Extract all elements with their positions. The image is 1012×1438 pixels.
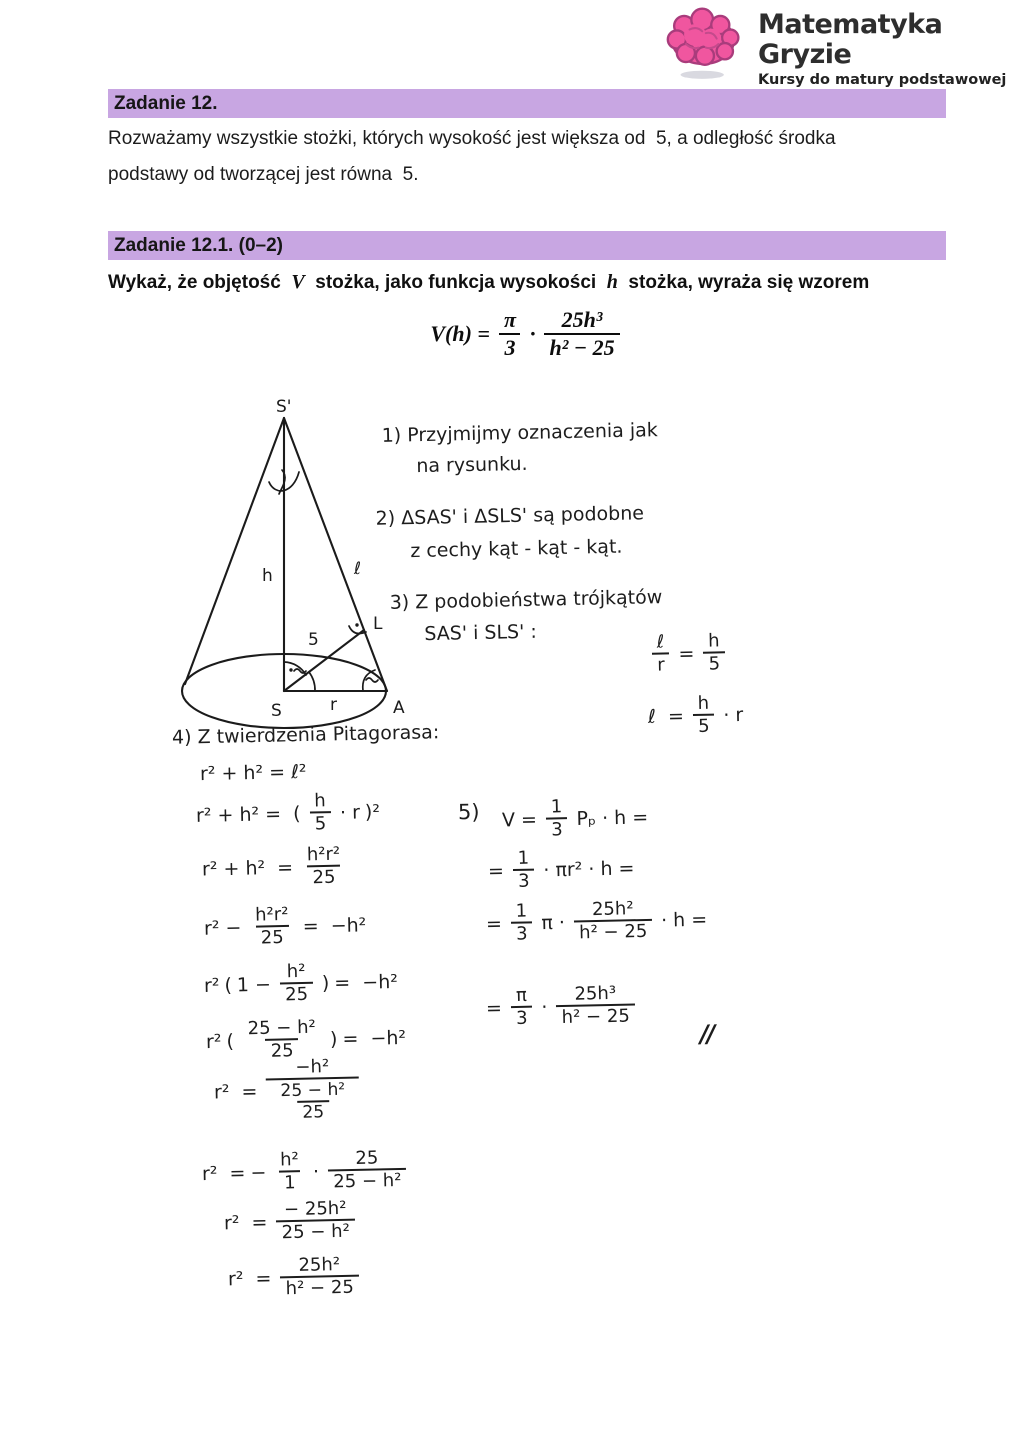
note-2-line1: 2) ΔSAS' i ΔSLS' są podobne [375,502,645,530]
label-apex-S-prime: S' [276,398,292,417]
prompt-var-h: h [606,271,618,293]
task12-text-line2: podstawy od tworzącej jest równa 5. [108,164,419,185]
note-2 [375,497,645,569]
label-height-h: h [262,566,273,586]
pythagoras-step-1: r² + h² = ℓ² [199,760,307,786]
pythagoras-step-2: r² + h² = ( $\frac{h}{5}$ · r )² [195,790,381,835]
similarity-proportion: $\frac{\text{ℓ}}{r}$ = $\frac{h}{5}$ [648,631,730,676]
qed-slashes: // [699,1019,714,1049]
pythagoras-step-4: r² − $\frac{\text{h²r²}}{25}$ = −h² [203,903,367,949]
note-1-line2: na rysunku. [416,452,528,478]
segment-S-L [284,630,364,691]
pythagoras-step-6: r² ( $\frac{\text{25 − h²}}{25}$ ) = −h² [205,1016,407,1062]
similarity-result: ℓ = $\frac{h}{5}$ · r [647,692,744,738]
cone-right-slant [284,418,387,691]
note-3-line2: SAS' i SLS' : [424,620,538,646]
volume-step-3: = $\frac{1}{3}$ π · $\frac{\text{25h²}}{\text{h² − 25}}$ · h = [485,898,708,945]
note-4 [172,721,440,749]
brain-icon [658,6,750,82]
pythagoras-step-3: r² + h² = $\frac{\text{h²r²}}{25}$ [201,843,341,889]
label-segment-5: 5 [308,630,319,650]
label-slant-l: ℓ [354,559,362,579]
cone-left-slant [185,418,284,684]
note-2-line2: z cechy kąt - kąt - kąt. [410,535,623,563]
prompt-text-1: Wykaż, że objętość [108,272,292,293]
volume-step-4: = $\frac{\pi}{3}$ · $\frac{\text{25h³}}{\text{h² − 25}}$ [486,983,640,1030]
volume-formula-equation: V(h) = $\frac{\pi}{3}$ · $\frac{\text{25h³}}{\text{h² − 25}}$ [430,308,623,360]
volume-step-2: = $\frac{1}{3}$ · πr² · h = [487,847,635,893]
prompt-text-3: stożka, wyraża się wzorem [617,272,870,293]
note-1-line1: 1) Przyjmijmy oznaczenia jak [381,419,659,447]
label-point-A: A [393,698,405,718]
note-1 [381,415,658,483]
note-3-line1: 3) Z podobieństwa trójkątów [389,586,663,614]
logo-subtitle-line1: Kursy do matury podstawowej [758,72,1007,88]
task12-text-line1: Rozważamy wszystkie stożki, których wysokość jest większa od 5, a odległość środka [108,128,836,149]
pythagoras-step-5: r² ( 1 − $\frac{\text{h²}}{25}$ ) = −h² [203,960,399,1006]
task121-prompt [108,271,869,294]
prompt-text-2: stożka, jako funkcja wysokości [304,272,607,293]
label-point-L: L [373,614,383,634]
volume-step-1: V = $\frac{1}{3}$ Pₚ · h = [501,796,649,841]
logo-title: Matematyka Gryzie [758,9,943,70]
pythagoras-step-7: r² = $\frac{\text{−h²}}{\frac{\text{25 − h²}}{25}}$ [213,1056,364,1125]
task12-header: Zadanie 12. [108,89,946,118]
pythagoras-step-8: r² = − $\frac{\text{h²}}{1}$ · $\frac{25}{\text{25 − h²}}$ [202,1148,411,1196]
prompt-var-V: V [291,271,305,293]
angle-marks [269,470,378,691]
note-3 [389,581,663,651]
pythagoras-step-10: r² = $\frac{\text{25h²}}{\text{h² − 25}}$ [228,1255,363,1301]
label-radius-r: r [330,695,337,715]
task121-header: Zadanie 12.1. (0–2) [108,231,946,260]
section-5-label: 5) [457,799,480,825]
label-center-S: S [271,701,282,721]
pythagoras-step-9: r² = $\frac{\text{− 25h²}}{\text{25 − h²}}$ [224,1199,359,1245]
note-4-line1: 4) Z twierdzenia Pitagorasa: [171,721,440,749]
volume-formula [108,308,946,360]
qed-mark [700,1020,714,1048]
